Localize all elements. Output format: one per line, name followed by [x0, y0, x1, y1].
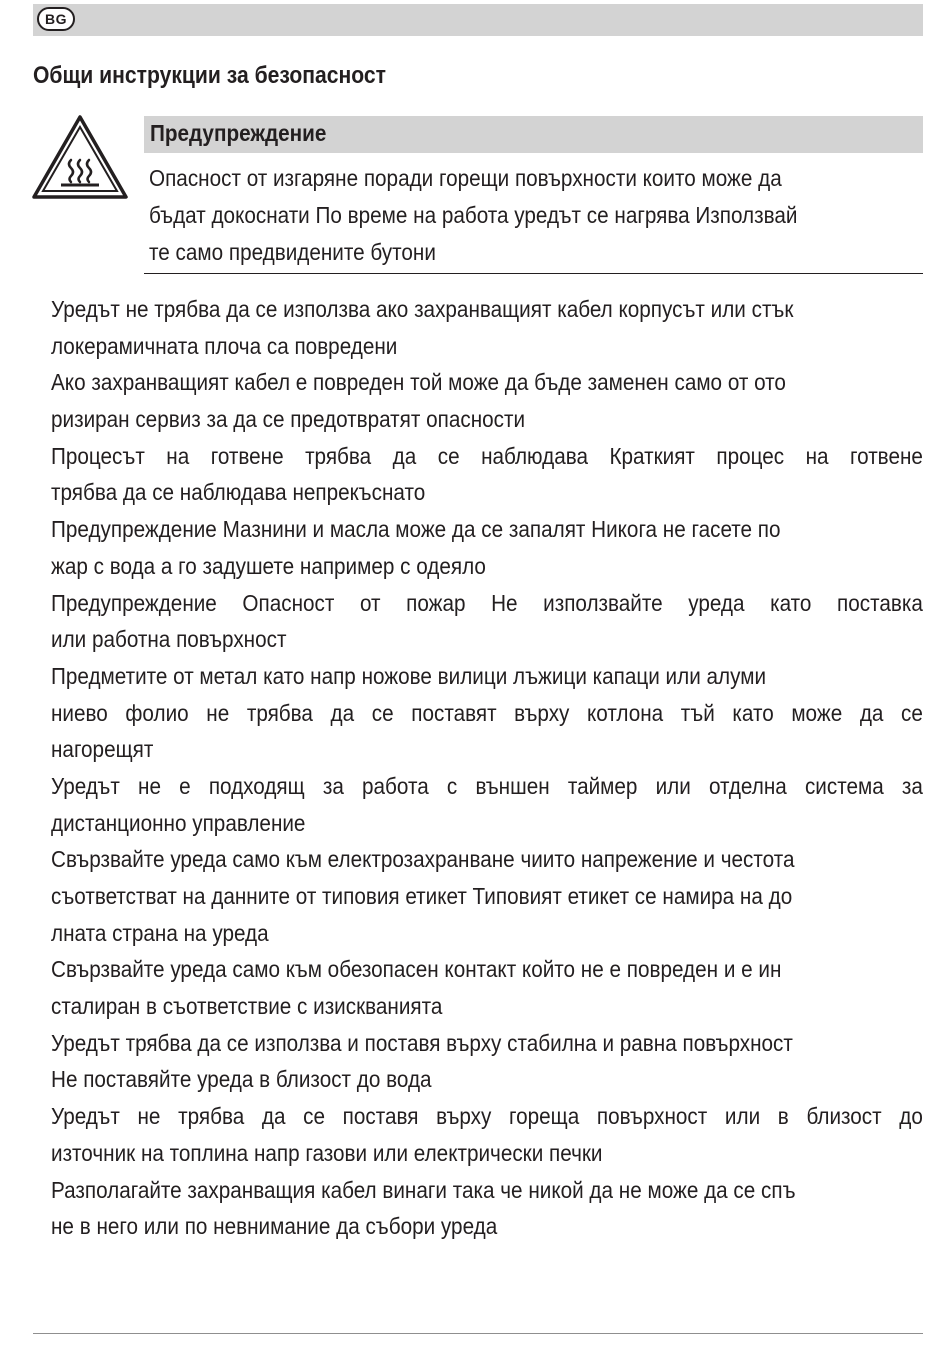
list-item-line: жар с вода а го задушете например с одеяло — [51, 552, 486, 579]
language-badge: BG — [37, 7, 75, 31]
hot-surface-warning-icon — [31, 114, 129, 200]
list-item — [51, 951, 923, 1024]
list-item-line: ниево фолио не трябва да се поставят върху котлона тъй като може да се — [51, 699, 923, 726]
warning-line: Опасност от изгаряне поради горещи повърхности които може да — [149, 165, 782, 191]
list-item — [51, 1025, 923, 1062]
list-item-line: локерамичната плоча са повредени — [51, 332, 398, 359]
list-item-line: сталиран в съответствие с изискванията — [51, 993, 443, 1020]
warning-line: бъдат докоснати По време на работа уредът се нагрява Използвай — [149, 202, 798, 228]
list-item — [51, 364, 923, 437]
list-item-line: Уредът не трябва да се поставя върху гореща повърхност или в близост до — [51, 1103, 923, 1130]
list-item-line: лната страна на уреда — [51, 919, 269, 946]
list-item — [51, 291, 923, 364]
warning-title: Предупреждение — [150, 120, 327, 146]
section-title: Общи инструкции за безопасност — [33, 62, 386, 89]
list-item — [51, 585, 923, 658]
list-item-line: ризиран сервиз за да се предотвратят опасности — [51, 406, 526, 433]
list-item-line: дистанционно управление — [51, 809, 306, 836]
list-item-line: източник на топлина напр газови или електрически печки — [51, 1139, 603, 1166]
language-header-bar — [33, 4, 923, 36]
safety-instructions-list — [51, 291, 923, 1245]
list-item — [51, 1172, 923, 1245]
list-item-line: трябва да се наблюдава непрекъснато — [51, 479, 426, 506]
list-item-line: Предупреждение Опасност от пожар Не използвайте уреда като поставка — [51, 589, 923, 616]
list-item-line: не в него или по невнимание да събори уреда — [51, 1213, 498, 1240]
list-item-line: Свързвайте уреда само към електрозахранване чиито напрежение и честота — [51, 846, 795, 873]
list-item-line: Уредът не трябва да се използва ако захранващият кабел корпусът или стък — [51, 296, 794, 322]
list-item-line: Предметите от метал като напр ножове вилици лъжици капаци или алуми — [51, 662, 767, 689]
list-item-line: Процесът на готвене трябва да се наблюдава Краткият процес на готвене — [51, 442, 923, 469]
list-item-line: Предупреждение Мазнини и масла може да се запалят Никога не гасете по — [51, 516, 781, 543]
footer-divider — [33, 1333, 923, 1334]
list-item — [51, 511, 923, 584]
list-item — [51, 1098, 923, 1171]
warning-divider — [144, 273, 923, 274]
warning-text — [149, 160, 919, 271]
list-item — [51, 841, 923, 951]
list-item-line: Не поставяйте уреда в близост до вода — [51, 1066, 432, 1093]
list-item-line: нагорещят — [51, 736, 154, 763]
list-item-line: или работна повърхност — [51, 626, 287, 653]
list-item-line: Свързвайте уреда само към обезопасен контакт който не е повреден и е ин — [51, 956, 782, 983]
warning-line: те само предвидените бутони — [149, 239, 436, 265]
warning-header — [144, 116, 923, 153]
list-item — [51, 768, 923, 841]
list-item — [51, 658, 923, 768]
list-item — [51, 438, 923, 511]
list-item — [51, 1061, 923, 1098]
list-item-line: Уредът не е подходящ за работа с външен таймер или отделна система за — [51, 772, 923, 799]
list-item-line: Ако захранващият кабел е повреден той може да бъде заменен само от ото — [51, 369, 786, 396]
list-item-line: Разполагайте захранващия кабел винаги така че никой да не може да се спъ — [51, 1176, 796, 1203]
list-item-line: съответстват на данните от типовия етикет Типовият етикет се намира на до — [51, 883, 793, 909]
list-item-line: Уредът трябва да се използва и поставя върху стабилна и равна повърхност — [51, 1029, 793, 1056]
